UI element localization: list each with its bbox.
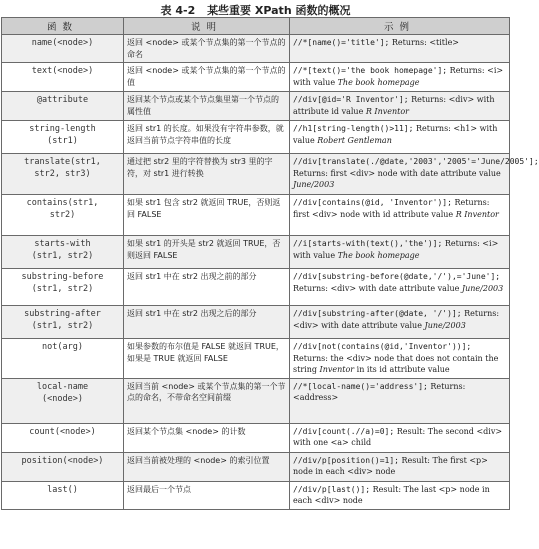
- example-cell: [290, 423, 510, 452]
- example-code: //div/p[last()];: [293, 484, 371, 494]
- table-row: [2, 452, 510, 481]
- function-cell: @attribute: [2, 92, 124, 121]
- example-code: //div[contains(@id, 'Inventor')];: [293, 198, 452, 207]
- table-row: [2, 35, 510, 63]
- example-code: //div[not(contains(@id,'Inventor'))];: [293, 342, 472, 351]
- example-code: //div[substring-before(@date,'/'),='June'];: [293, 272, 501, 281]
- table-caption: [0, 2, 511, 18]
- description-cell: 返回当前 <node> 或某个节点集的第一个节点的命名，不带命名空间前缀: [124, 378, 290, 423]
- example-cell: [290, 236, 510, 269]
- function-cell: string-length (str1): [2, 121, 124, 154]
- example-italic-value: Robert Gentleman: [317, 135, 392, 145]
- table-row: [2, 269, 510, 306]
- example-text: Returns: <div> with date attribute value: [293, 309, 500, 330]
- example-italic-value: Inventor: [319, 365, 355, 374]
- description-cell: 返回 str1 中在 str2 出现之后的部分: [124, 306, 290, 339]
- table-row: [2, 306, 510, 339]
- xpath-functions-table: [1, 17, 539, 510]
- example-code: //*[local-name()='address'];: [293, 381, 428, 391]
- example-cell: [290, 378, 510, 423]
- function-cell: text(<node>): [2, 63, 124, 92]
- example-cell: [290, 481, 510, 509]
- header-function: 函数: [2, 18, 124, 35]
- function-cell: starts-with (str1, str2): [2, 236, 124, 269]
- example-text: Returns: the <div> node that does not contain the string: [293, 353, 499, 374]
- function-cell: translate(str1, str2, str3): [2, 154, 124, 195]
- example-text: Result: The second <div> with one <a> child: [293, 426, 503, 447]
- description-cell: 如果 str1 的开头是 str2 就返回 TRUE，否则返回 FALSE: [124, 236, 290, 269]
- table-row: [2, 154, 510, 195]
- table-row: [2, 378, 510, 423]
- function-cell: substring-after (str1, str2): [2, 306, 124, 339]
- table-row: [2, 339, 510, 379]
- table-row: [2, 195, 510, 236]
- function-cell: position(<node>): [2, 452, 124, 481]
- example-cell: [290, 154, 539, 195]
- example-cell: [290, 35, 510, 63]
- description-cell: 通过把 str2 里的字符替换为 str3 里的字符，对 str1 进行转换: [124, 154, 290, 195]
- example-code: //div[count(.//a)=0];: [293, 426, 395, 436]
- description-cell: 如果 str1 包含 str2 就返回 TRUE，否则返回 FALSE: [124, 195, 290, 236]
- example-italic-value: The book homepage: [337, 77, 420, 87]
- function-cell: last(): [2, 481, 124, 509]
- description-cell: 返回最后一个节点: [124, 481, 290, 509]
- example-italic-value: The book homepage: [337, 250, 420, 260]
- table-row: [2, 92, 510, 121]
- function-cell: local-name (<node>): [2, 378, 124, 423]
- table-row: [2, 423, 510, 452]
- example-code: //h1[string-length()>11];: [293, 124, 414, 133]
- description-cell: 返回 <node> 或某个节点集的第一个节点的值: [124, 63, 290, 92]
- example-text: Result: The last <p> node in each <div> node: [293, 484, 490, 505]
- description-cell: 如果参数的布尔值是 FALSE 就返回 TRUE，如果是 TRUE 就返回 FALSE: [124, 339, 290, 379]
- example-text-tail: in its id attribute value: [354, 365, 450, 374]
- function-cell: contains(str1, str2): [2, 195, 124, 236]
- example-text: Returns: first <div> node with date attribute value: [293, 168, 501, 178]
- table-header-row: [2, 18, 510, 35]
- example-italic-value: June/2003: [293, 180, 335, 189]
- example-code: //div[@id='R Inventor'];: [293, 95, 409, 104]
- example-cell: [290, 452, 510, 481]
- example-text: Returns: <div> with attribute id value: [293, 95, 495, 116]
- example-code: //div[substring-after(@date, '/')];: [293, 309, 462, 318]
- example-cell: [290, 195, 510, 236]
- description-cell: 返回某个节点集 <node> 的计数: [124, 423, 290, 452]
- example-italic-value: R Inventor: [455, 209, 499, 219]
- function-cell: name(<node>): [2, 35, 124, 63]
- header-example: 示例: [290, 18, 510, 35]
- example-code: //*[text()='the book homepage'];: [293, 66, 448, 75]
- example-text: Returns: <div> with date attribute value: [293, 283, 462, 293]
- function-cell: count(<node>): [2, 423, 124, 452]
- example-cell: [290, 306, 510, 339]
- header-description: 说明: [124, 18, 290, 35]
- example-text: Returns: <address>: [293, 381, 466, 402]
- function-cell: not(arg): [2, 339, 124, 379]
- example-cell: [290, 339, 510, 379]
- table-row: [2, 481, 510, 509]
- example-cell: [290, 269, 510, 306]
- table-body: [2, 35, 539, 510]
- example-italic-value: R Inventor: [365, 106, 409, 116]
- example-code: //i[starts-with(text(),'the')];: [293, 239, 443, 248]
- description-cell: 返回 str1 的长度。如果没有字符串参数，就返回当前节点字符串值的长度: [124, 121, 290, 154]
- example-text: Returns: <i> with value: [293, 66, 504, 87]
- table-row: [2, 236, 510, 269]
- example-cell: [290, 63, 510, 92]
- function-cell: substring-before (str1, str2): [2, 269, 124, 306]
- example-text: Returns: <title>: [389, 38, 460, 47]
- description-cell: 返回当前被处理的 <node> 的索引位置: [124, 452, 290, 481]
- table-title: 某些重要 XPath 函数的概况: [207, 4, 351, 17]
- description-cell: 返回 str1 中在 str2 出现之前的部分: [124, 269, 290, 306]
- example-cell: [290, 121, 510, 154]
- table-number: 表 4-2: [160, 4, 196, 17]
- example-code: //*[name()='title'];: [293, 38, 390, 47]
- example-text: Returns: <i> with value: [293, 239, 499, 260]
- example-italic-value: June/2003: [424, 320, 466, 330]
- example-cell: [290, 92, 510, 121]
- example-code: //div/p[position()=1];: [293, 455, 399, 465]
- description-cell: 返回某个节点或某个节点集里第一个节点的属性值: [124, 92, 290, 121]
- table-row: [2, 121, 510, 154]
- example-code: //div[translate(./@date,'2003','2005'='June/2005'];: [293, 157, 539, 166]
- example-text: Returns: first <div> node with id attribute value: [293, 198, 490, 219]
- example-text: Result: The first <p> node in each <div> node: [293, 455, 488, 476]
- example-text: Returns: <h1> with value: [293, 124, 498, 145]
- description-cell: 返回 <node> 或某个节点集的第一个节点的命名: [124, 35, 290, 63]
- table-row: [2, 63, 510, 92]
- example-italic-value: June/2003: [461, 283, 504, 293]
